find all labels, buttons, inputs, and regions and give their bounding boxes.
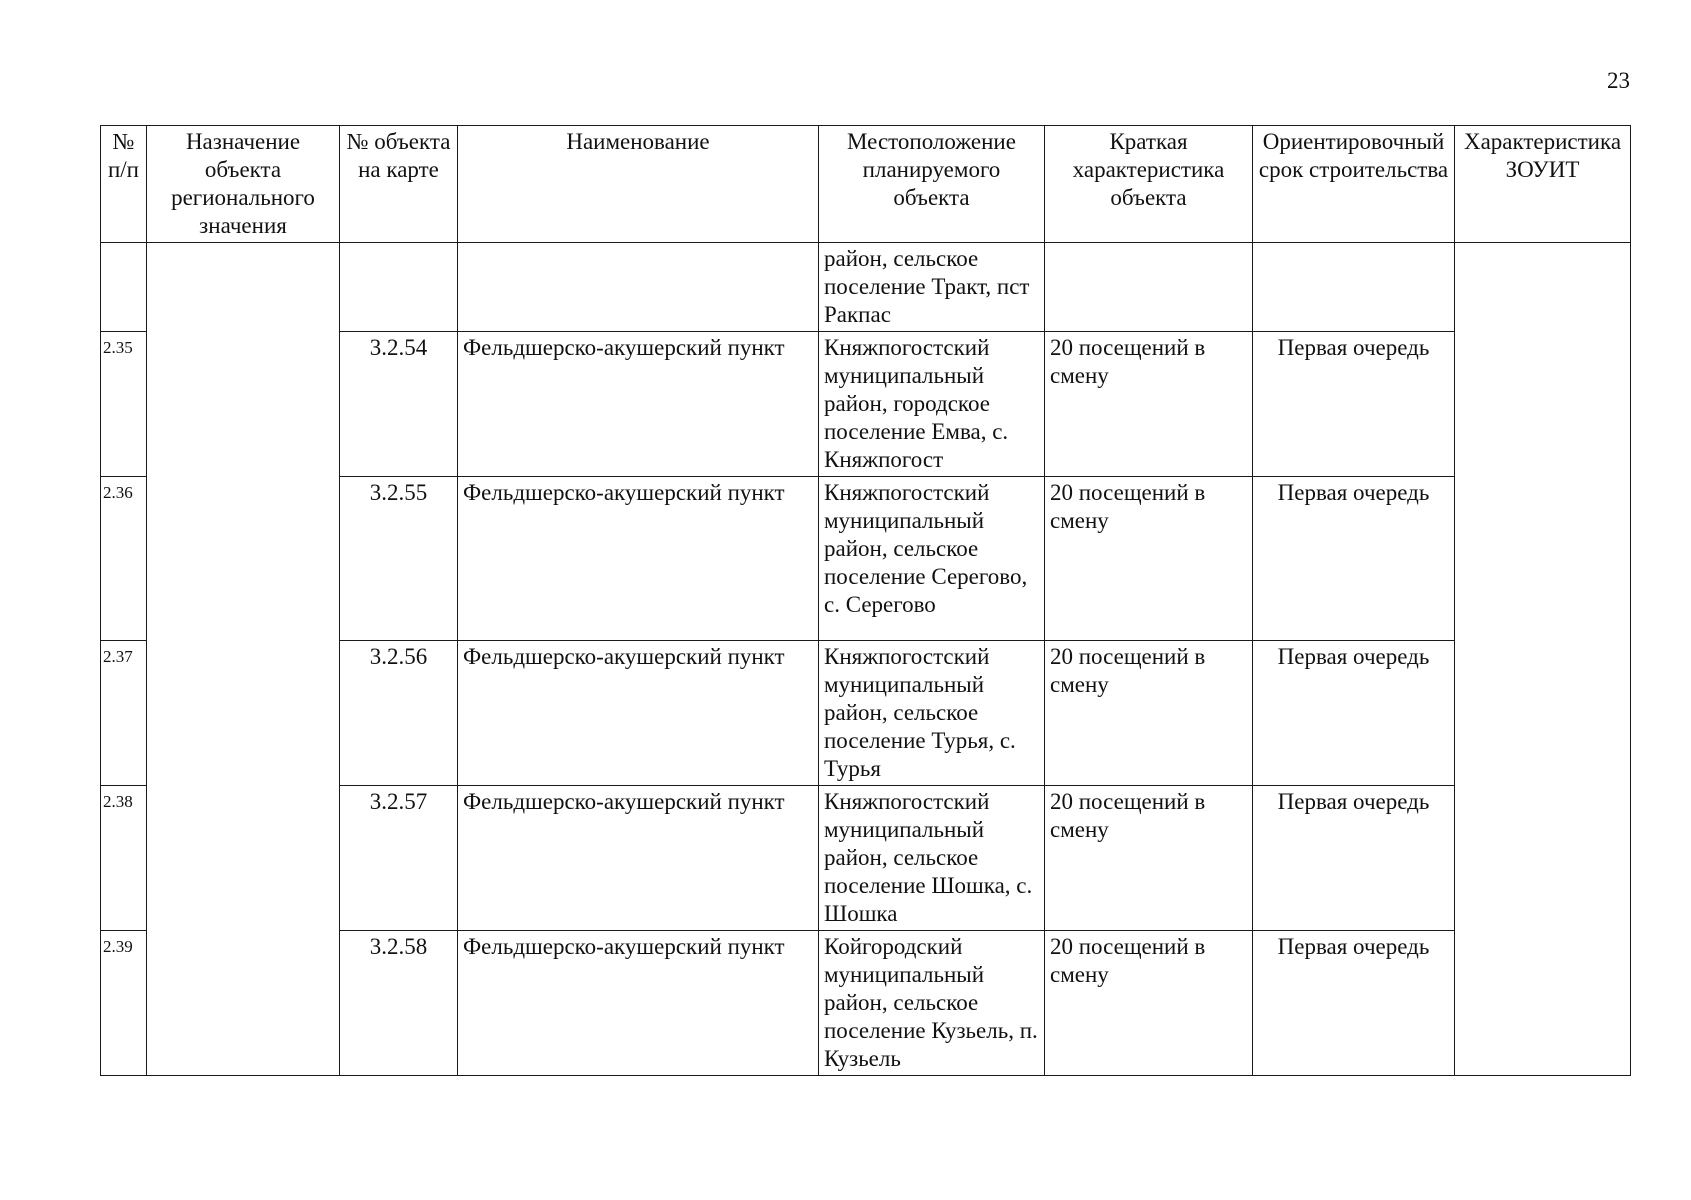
cell-name: Фельдшерско-акушерский пункт <box>458 931 819 1076</box>
cell-location: Княжпогостский муниципальный район, сельское поселение Серегово, с. Серегово <box>819 477 1045 641</box>
cell-location: район, сельское поселение Тракт, пст Ракпас <box>819 243 1045 332</box>
cell-map-no: 3.2.55 <box>340 477 458 641</box>
header-term: Ориентировочный срок строительства <box>1253 126 1455 243</box>
cell-name: Фельдшерско-акушерский пункт <box>458 477 819 641</box>
header-purpose: Назначение объекта регионального значения <box>147 126 340 243</box>
cell-characteristic: 20 посещений в смену <box>1045 477 1253 641</box>
cell-term <box>1253 243 1455 332</box>
header-location: Местоположение планируемого объекта <box>819 126 1045 243</box>
cell-location: Княжпогостский муниципальный район, городское поселение Емва, с. Княжпогост <box>819 332 1045 477</box>
header-zouit: Характеристика ЗОУИТ <box>1455 126 1631 243</box>
cell-map-no: 3.2.56 <box>340 641 458 786</box>
cell-num: 2.38 <box>101 786 147 931</box>
cell-term: Первая очередь <box>1253 786 1455 931</box>
table-row-continuation <box>101 243 1631 332</box>
cell-name: Фельдшерско-акушерский пункт <box>458 786 819 931</box>
cell-characteristic: 20 посещений в смену <box>1045 786 1253 931</box>
header-name: Наименование <box>458 126 819 243</box>
cell-term: Первая очередь <box>1253 931 1455 1076</box>
cell-term: Первая очередь <box>1253 332 1455 477</box>
cell-name <box>458 243 819 332</box>
cell-characteristic: 20 посещений в смену <box>1045 332 1253 477</box>
cell-num: 2.35 <box>101 332 147 477</box>
cell-num: 2.36 <box>101 477 147 641</box>
cell-num: 2.37 <box>101 641 147 786</box>
cell-characteristic <box>1045 243 1253 332</box>
cell-location: Койгородский муниципальный район, сельское поселение Кузьель, п. Кузьель <box>819 931 1045 1076</box>
header-map-no: № объекта на карте <box>340 126 458 243</box>
cell-num <box>101 243 147 332</box>
cell-term: Первая очередь <box>1253 641 1455 786</box>
cell-map-no: 3.2.58 <box>340 931 458 1076</box>
cell-zouit-merged <box>1455 243 1631 1076</box>
cell-characteristic: 20 посещений в смену <box>1045 641 1253 786</box>
cell-map-no <box>340 243 458 332</box>
cell-num: 2.39 <box>101 931 147 1076</box>
header-row <box>101 126 1631 243</box>
cell-location: Княжпогостский муниципальный район, сельское поселение Шошка, с. Шошка <box>819 786 1045 931</box>
cell-term: Первая очередь <box>1253 477 1455 641</box>
page-number: 23 <box>1607 68 1630 93</box>
cell-purpose-merged <box>147 243 340 1076</box>
cell-map-no: 3.2.54 <box>340 332 458 477</box>
objects-table <box>100 125 1631 1076</box>
cell-name: Фельдшерско-акушерский пункт <box>458 332 819 477</box>
cell-map-no: 3.2.57 <box>340 786 458 931</box>
cell-name: Фельдшерско-акушерский пункт <box>458 641 819 786</box>
header-characteristic: Краткая характеристика объекта <box>1045 126 1253 243</box>
header-num: № п/п <box>101 126 147 243</box>
cell-location: Княжпогостский муниципальный район, сельское поселение Турья, с. Турья <box>819 641 1045 786</box>
cell-characteristic: 20 посещений в смену <box>1045 931 1253 1076</box>
